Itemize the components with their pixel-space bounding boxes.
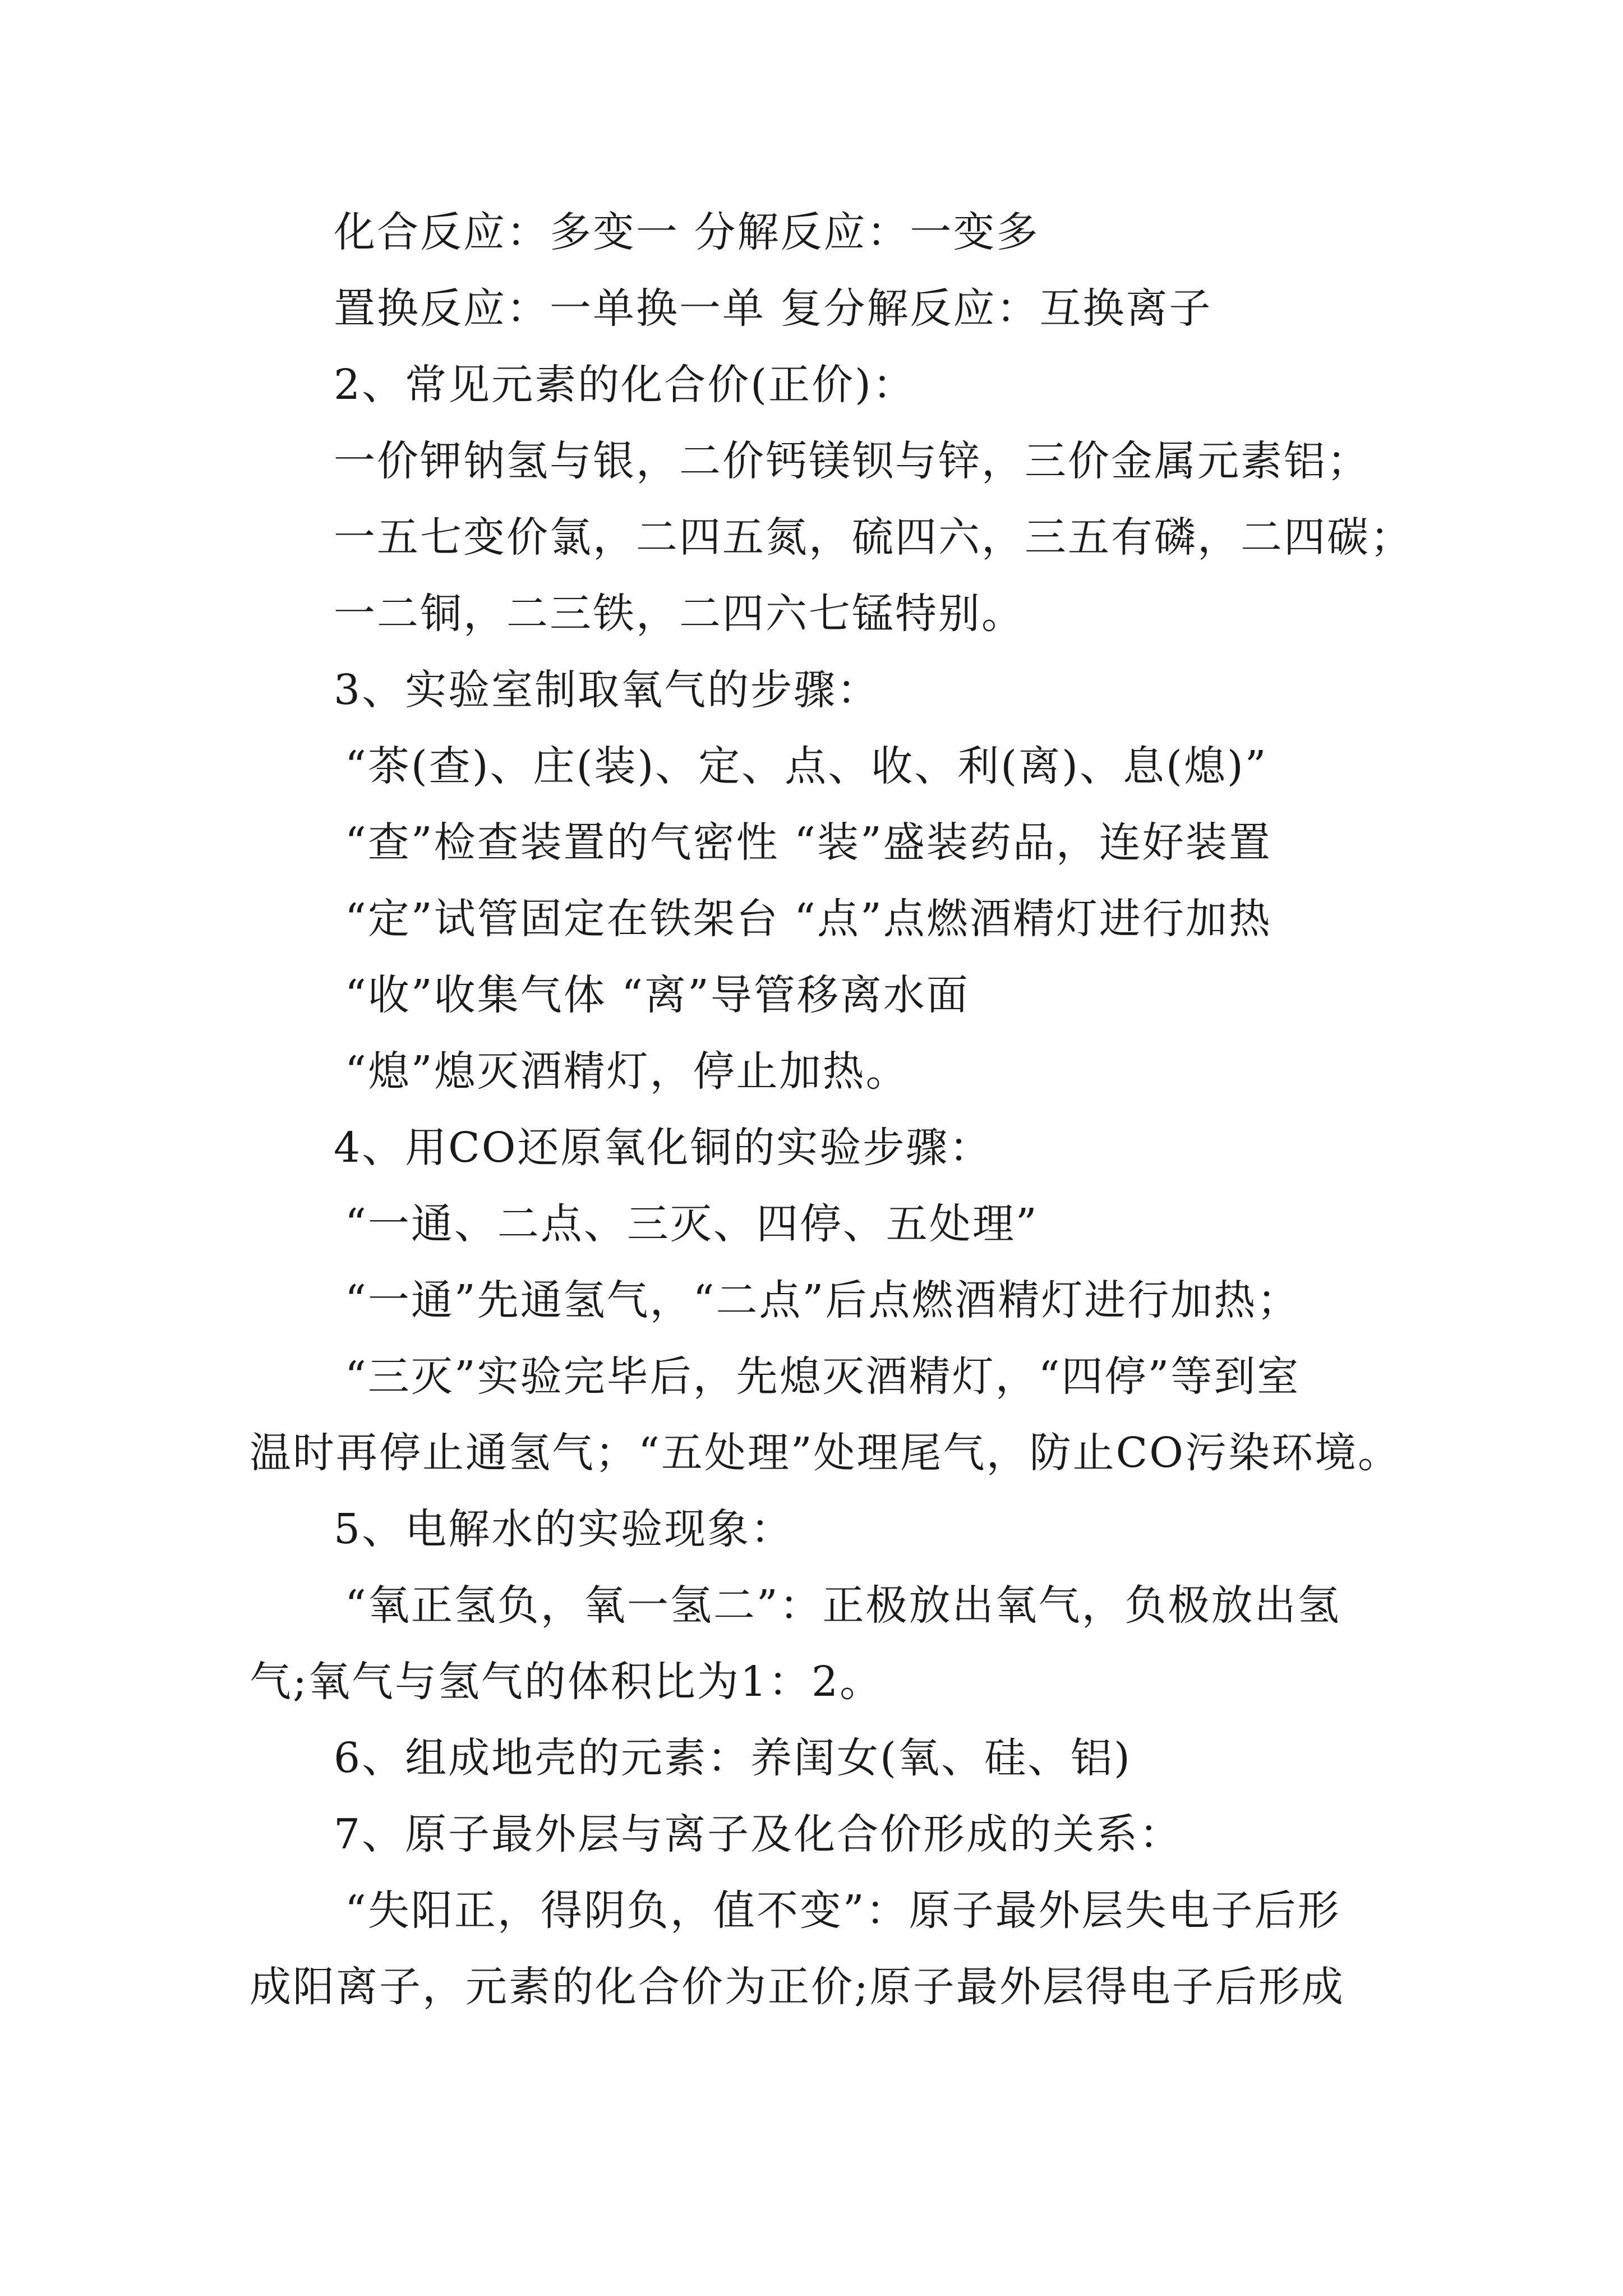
text-line: 温时再停止通氢气；“五处理”处理尾气，防止CO污染环境。: [250, 1429, 1401, 1477]
text-line: 一价钾钠氢与银，二价钙镁钡与锌，三价金属元素铝；: [334, 437, 1370, 485]
text-line: 一二铜，二三铁，二四六七锰特别。: [334, 590, 1025, 638]
section-heading: 3、实验室制取氧气的步骤：: [334, 666, 880, 714]
section-heading: 4、用CO还原氧化铜的实验步骤：: [334, 1124, 993, 1172]
text-line: 一五七变价氯，二四五氮，硫四六，三五有磷，二四碳；: [334, 513, 1413, 562]
text-line: 成阳离子，元素的化合价为正价;原子最外层得电子后形成: [250, 1963, 1345, 2011]
text-line: “氧正氢负，氧一氢二”：正极放出氧气，负极放出氢: [345, 1581, 1341, 1630]
text-line: “定”试管固定在铁架台 “点”点燃酒精灯进行加热: [345, 895, 1272, 943]
section-heading: 2、常见元素的化合价(正价)：: [334, 361, 916, 409]
text-line: “熄”熄灭酒精灯，停止加热。: [345, 1047, 909, 1096]
text-line: “查”检查装置的气密性 “装”盛装药品，连好装置: [345, 818, 1272, 867]
text-line: “三灭”实验完毕后，先熄灭酒精灯，“四停”等到室: [345, 1352, 1301, 1401]
text-line: 化合反应：多变一 分解反应：一变多: [334, 208, 1040, 256]
text-line: “失阳正，得阴负，值不变”：原子最外层失电子后形: [345, 1887, 1341, 1935]
section-heading: 7、原子最外层与离子及化合价形成的关系：: [334, 1810, 1183, 1858]
text-line: 气;氧气与氢气的体积比为1：2。: [250, 1658, 883, 1706]
text-line: “一通、二点、三灭、四停、五处理”: [345, 1200, 1039, 1248]
text-line: 置换反应：一单换一单 复分解反应：互换离子: [334, 284, 1212, 333]
text-line: “一通”先通氢气，“二点”后点燃酒精灯进行加热；: [345, 1276, 1301, 1324]
document-body: [250, 208, 1413, 2044]
text-line: “茶(查)、庄(装)、定、点、收、利(离)、息(熄)”: [345, 742, 1268, 790]
section-heading: 6、组成地壳的元素：养闺女(氧、硅、铝): [334, 1734, 1132, 1782]
section-heading: 5、电解水的实验现象：: [334, 1505, 794, 1553]
text-line: “收”收集气体 “离”导管移离水面: [345, 971, 970, 1019]
